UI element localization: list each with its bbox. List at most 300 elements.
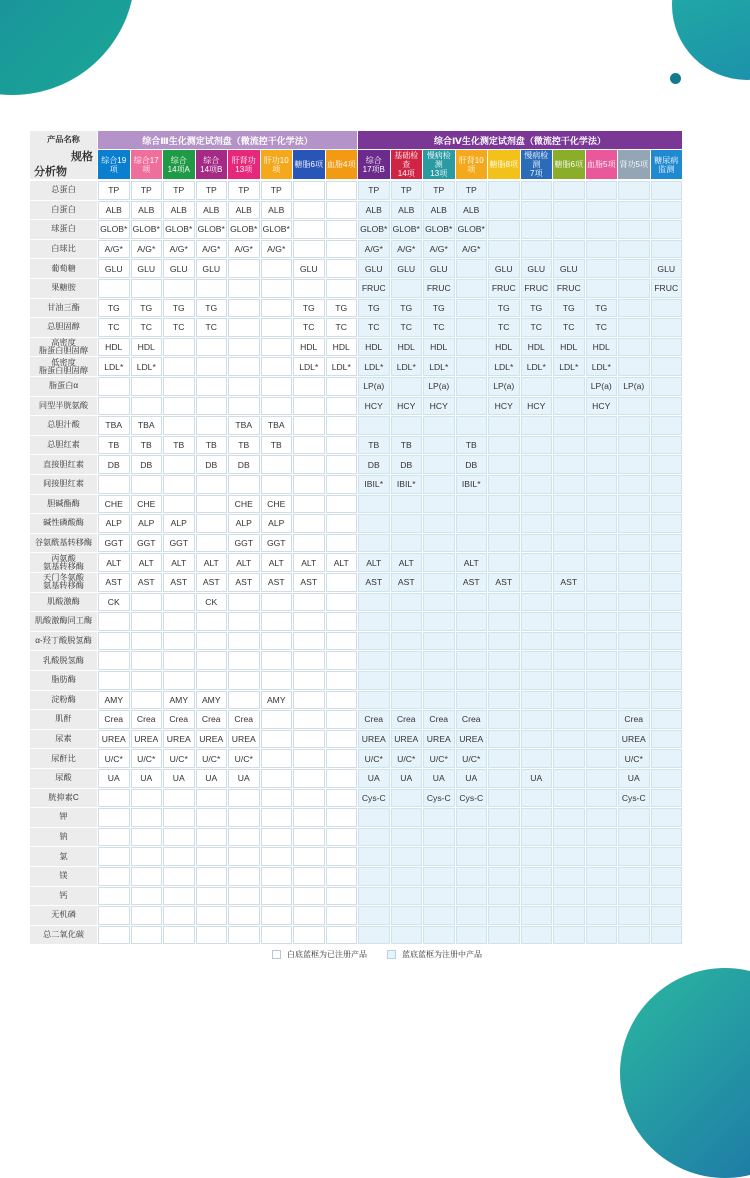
- product-header-line: 血脂5项: [587, 160, 616, 169]
- table-cell: A/G*: [261, 240, 293, 259]
- table-cell: [131, 906, 163, 925]
- table-cell: [326, 377, 358, 396]
- table-cell: AST: [98, 573, 130, 592]
- table-cell: IBIL*: [358, 475, 390, 494]
- table-cell: HDL: [521, 338, 553, 357]
- table-cell: ALT: [98, 553, 130, 572]
- table-cell: [488, 769, 520, 788]
- table-cell: [521, 730, 553, 749]
- product-header: [196, 150, 228, 179]
- table-cell: U/C*: [391, 749, 423, 768]
- product-header-line: 14项: [397, 169, 415, 178]
- table-cell: [98, 377, 130, 396]
- table-cell: [293, 534, 325, 553]
- product-header: [163, 150, 195, 179]
- product-header: [228, 150, 260, 179]
- table-cell: [521, 926, 553, 945]
- analyte-label-text: 总胆红素: [47, 440, 80, 450]
- analyte-label-text: 氯: [59, 851, 68, 861]
- product-header-line: 14项B: [200, 164, 223, 174]
- table-cell: UA: [98, 769, 130, 788]
- table-cell: GGT: [163, 534, 195, 553]
- table-cell: [228, 671, 260, 690]
- table-cell: [456, 279, 488, 298]
- table-cell: [261, 730, 293, 749]
- table-cell: GLOB*: [131, 220, 163, 239]
- analyte-label-text: 低密度: [51, 357, 76, 367]
- table-cell: [228, 691, 260, 710]
- table-cell: [391, 534, 423, 553]
- table-cell: Crea: [391, 710, 423, 729]
- table-cell: [586, 553, 618, 572]
- table-cell: [423, 906, 455, 925]
- table-cell: [586, 201, 618, 220]
- table-cell: [326, 887, 358, 906]
- table-cell: [651, 436, 683, 455]
- table-cell: [488, 416, 520, 435]
- analyte-label-text: 甘油三酯: [47, 302, 80, 312]
- table-cell: [553, 612, 585, 631]
- table-cell: Crea: [228, 710, 260, 729]
- table-cell: [293, 397, 325, 416]
- table-cell: [326, 455, 358, 474]
- table-cell: [521, 455, 553, 474]
- table-cell: GLU: [423, 259, 455, 278]
- table-cell: [228, 906, 260, 925]
- table-cell: [228, 259, 260, 278]
- table-cell: [326, 867, 358, 886]
- table-cell: ALB: [423, 201, 455, 220]
- table-cell: [488, 651, 520, 670]
- table-cell: [618, 495, 650, 514]
- analyte-label-text: 尿酐比: [51, 753, 76, 763]
- table-cell: [586, 240, 618, 259]
- table-cell: [553, 220, 585, 239]
- table-cell: Crea: [423, 710, 455, 729]
- legend-pending: [387, 949, 482, 960]
- table-cell: [651, 318, 683, 337]
- table-cell: [553, 632, 585, 651]
- table-cell: TG: [196, 299, 228, 318]
- table-cell: [586, 220, 618, 239]
- table-cell: [293, 377, 325, 396]
- table-cell: [488, 220, 520, 239]
- table-cell: GLOB*: [261, 220, 293, 239]
- table-cell: U/C*: [456, 749, 488, 768]
- table-cell: [261, 828, 293, 847]
- table-cell: [488, 730, 520, 749]
- table-cell: [651, 651, 683, 670]
- table-cell: [228, 867, 260, 886]
- table-cell: [586, 612, 618, 631]
- table-cell: GLU: [163, 259, 195, 278]
- table-cell: [618, 455, 650, 474]
- analyte-label: [30, 553, 97, 572]
- table-cell: AST: [391, 573, 423, 592]
- table-cell: [326, 416, 358, 435]
- table-cell: HDL: [553, 338, 585, 357]
- table-cell: [521, 710, 553, 729]
- table-cell: TP: [196, 181, 228, 200]
- table-cell: [293, 632, 325, 651]
- dot-decoration: [670, 73, 681, 84]
- table-cell: [553, 240, 585, 259]
- table-cell: [261, 455, 293, 474]
- table-cell: LDL*: [423, 357, 455, 376]
- table-cell: [586, 710, 618, 729]
- table-cell: [586, 749, 618, 768]
- table-cell: [163, 612, 195, 631]
- table-cell: [326, 279, 358, 298]
- table-cell: UA: [521, 769, 553, 788]
- table-cell: AST: [488, 573, 520, 592]
- table-cell: AST: [293, 573, 325, 592]
- table-cell: GLOB*: [456, 220, 488, 239]
- table-cell: [326, 612, 358, 631]
- table-cell: [293, 181, 325, 200]
- table-cell: TG: [521, 299, 553, 318]
- table-cell: [293, 867, 325, 886]
- table-cell: [586, 730, 618, 749]
- table-cell: [131, 397, 163, 416]
- table-cell: [391, 279, 423, 298]
- table-cell: A/G*: [423, 240, 455, 259]
- table-cell: UA: [618, 769, 650, 788]
- table-cell: [261, 749, 293, 768]
- table-cell: [391, 514, 423, 533]
- table-cell: [228, 318, 260, 337]
- analyte-label-text: α-羟丁酸脱氢酶: [35, 636, 92, 646]
- table-cell: [261, 906, 293, 925]
- table-cell: [651, 671, 683, 690]
- table-cell: [488, 495, 520, 514]
- analyte-label: [30, 906, 97, 925]
- analyte-label: [30, 299, 97, 318]
- product-header-line: 13项: [430, 169, 448, 178]
- analyte-label: [30, 495, 97, 514]
- table-cell: [163, 593, 195, 612]
- table-cell: HCY: [586, 397, 618, 416]
- table-cell: DB: [456, 455, 488, 474]
- table-cell: [651, 299, 683, 318]
- table-cell: [651, 573, 683, 592]
- table-cell: [358, 887, 390, 906]
- table-cell: [196, 847, 228, 866]
- table-cell: TP: [228, 181, 260, 200]
- analyte-label-text: 脂蛋白α: [48, 381, 79, 391]
- table-cell: [228, 847, 260, 866]
- table-cell: [358, 691, 390, 710]
- table-cell: ALT: [163, 553, 195, 572]
- table-cell: HDL: [586, 338, 618, 357]
- table-cell: [586, 769, 618, 788]
- table-cell: [586, 573, 618, 592]
- table-cell: Crea: [358, 710, 390, 729]
- table-cell: [293, 651, 325, 670]
- table-cell: [293, 749, 325, 768]
- analyte-label: [30, 240, 97, 259]
- table-cell: [586, 416, 618, 435]
- table-cell: [228, 887, 260, 906]
- table-cell: [293, 279, 325, 298]
- table-cell: [651, 710, 683, 729]
- table-cell: A/G*: [196, 240, 228, 259]
- table-cell: [553, 867, 585, 886]
- table-cell: [456, 847, 488, 866]
- table-cell: IBIL*: [391, 475, 423, 494]
- table-cell: [293, 710, 325, 729]
- table-cell: [358, 495, 390, 514]
- table-cell: TC: [326, 318, 358, 337]
- table-cell: [553, 416, 585, 435]
- table-cell: [553, 828, 585, 847]
- table-cell: GLU: [391, 259, 423, 278]
- table-cell: [196, 867, 228, 886]
- product-header-line: 肾功5项: [619, 160, 648, 169]
- product-header-line: 综合19项: [101, 155, 127, 174]
- table-cell: TB: [131, 436, 163, 455]
- table-cell: [391, 651, 423, 670]
- table-cell: [521, 514, 553, 533]
- table-cell: [261, 612, 293, 631]
- table-cell: [293, 475, 325, 494]
- table-cell: [293, 847, 325, 866]
- table-cell: [456, 259, 488, 278]
- table-cell: [651, 553, 683, 572]
- table-cell: [521, 553, 553, 572]
- table-cell: [163, 397, 195, 416]
- table-cell: U/C*: [228, 749, 260, 768]
- table-cell: [261, 377, 293, 396]
- table-cell: [261, 593, 293, 612]
- table-cell: U/C*: [131, 749, 163, 768]
- table-cell: [553, 808, 585, 827]
- analyte-label-text: 无机磷: [51, 910, 76, 920]
- table-cell: [423, 808, 455, 827]
- table-cell: [423, 436, 455, 455]
- table-cell: [521, 651, 553, 670]
- product-header: [423, 150, 455, 179]
- analyte-label-text: 间接胆红素: [43, 479, 84, 489]
- table-cell: UREA: [196, 730, 228, 749]
- table-cell: [618, 299, 650, 318]
- table-cell: [488, 436, 520, 455]
- table-cell: ALB: [261, 201, 293, 220]
- table-cell: [131, 691, 163, 710]
- analyte-label: [30, 436, 97, 455]
- table-cell: TC: [521, 318, 553, 337]
- table-cell: TC: [358, 318, 390, 337]
- table-cell: [228, 789, 260, 808]
- table-cell: TB: [456, 436, 488, 455]
- table-cell: [326, 671, 358, 690]
- table-cell: [196, 475, 228, 494]
- analyte-label: [30, 926, 97, 945]
- table-cell: UA: [456, 769, 488, 788]
- table-cell: [423, 632, 455, 651]
- table-cell: [651, 749, 683, 768]
- table-cell: [488, 926, 520, 945]
- table-cell: [293, 240, 325, 259]
- analyte-label: [30, 828, 97, 847]
- table-cell: [553, 534, 585, 553]
- table-cell: [228, 338, 260, 357]
- table-cell: TC: [293, 318, 325, 337]
- table-cell: AMY: [163, 691, 195, 710]
- table-cell: [391, 887, 423, 906]
- table-cell: [553, 769, 585, 788]
- table-cell: [553, 455, 585, 474]
- analyte-label-text: 碱性磷酸酶: [43, 518, 84, 528]
- table-cell: [488, 593, 520, 612]
- table-cell: [98, 808, 130, 827]
- table-cell: [293, 593, 325, 612]
- analyte-label-text: 同型半胱氨酸: [38, 400, 89, 410]
- analyte-label-text: 淀粉酶: [51, 694, 76, 704]
- table-cell: UREA: [358, 730, 390, 749]
- table-cell: [618, 416, 650, 435]
- table-cell: [391, 808, 423, 827]
- table-cell: [196, 808, 228, 827]
- table-cell: [196, 534, 228, 553]
- table-cell: Crea: [196, 710, 228, 729]
- table-cell: GLOB*: [98, 220, 130, 239]
- table-cell: LP(a): [618, 377, 650, 396]
- table-cell: FRUC: [553, 279, 585, 298]
- table-cell: [651, 593, 683, 612]
- table-cell: [196, 671, 228, 690]
- product-header-line: 糖脂6项: [554, 160, 583, 169]
- table-cell: [196, 397, 228, 416]
- table-cell: TP: [131, 181, 163, 200]
- table-cell: [586, 534, 618, 553]
- table-cell: [456, 416, 488, 435]
- table-cell: [228, 475, 260, 494]
- table-cell: [163, 651, 195, 670]
- table-cell: [651, 377, 683, 396]
- table-cell: A/G*: [358, 240, 390, 259]
- analyte-label-text: 白球比: [51, 244, 76, 254]
- table-cell: [456, 357, 488, 376]
- table-cell: HCY: [358, 397, 390, 416]
- table-cell: [423, 495, 455, 514]
- table-cell: [521, 240, 553, 259]
- table-cell: HCY: [488, 397, 520, 416]
- product-header-line: 血脂4项: [327, 160, 356, 169]
- table-cell: [326, 436, 358, 455]
- table-cell: [618, 828, 650, 847]
- table-cell: A/G*: [456, 240, 488, 259]
- table-cell: UREA: [618, 730, 650, 749]
- product-header: [488, 150, 520, 179]
- table-cell: [586, 475, 618, 494]
- table-cell: [651, 514, 683, 533]
- table-cell: LDL*: [131, 357, 163, 376]
- table-cell: [326, 828, 358, 847]
- table-cell: [651, 867, 683, 886]
- table-cell: [98, 887, 130, 906]
- table-cell: [521, 475, 553, 494]
- table-cell: [228, 397, 260, 416]
- table-cell: [553, 377, 585, 396]
- table-cell: [228, 377, 260, 396]
- table-cell: [131, 926, 163, 945]
- table-cell: CHE: [228, 495, 260, 514]
- analyte-label: [30, 397, 97, 416]
- table-cell: [131, 651, 163, 670]
- table-cell: [261, 299, 293, 318]
- analyte-label: [30, 455, 97, 474]
- analyte-label: [30, 357, 97, 376]
- table-cell: [586, 651, 618, 670]
- table-cell: UREA: [391, 730, 423, 749]
- table-cell: [521, 593, 553, 612]
- table-cell: [618, 259, 650, 278]
- table-cell: [326, 749, 358, 768]
- product-header-line: 糖脂6项: [294, 160, 323, 169]
- analyte-label-text: 天门冬氨酸: [43, 573, 84, 583]
- analyte-label-text: 脂蛋白胆固醇: [38, 365, 89, 375]
- table-cell: GLOB*: [196, 220, 228, 239]
- table-cell: [651, 847, 683, 866]
- table-cell: [488, 632, 520, 651]
- table-cell: [423, 514, 455, 533]
- table-cell: [196, 357, 228, 376]
- table-cell: [618, 593, 650, 612]
- analyte-label: [30, 593, 97, 612]
- analyte-label: [30, 318, 97, 337]
- table-cell: [586, 181, 618, 200]
- table-cell: [293, 416, 325, 435]
- table-cell: [456, 377, 488, 396]
- table-cell: [293, 514, 325, 533]
- table-cell: [651, 397, 683, 416]
- table-cell: HCY: [423, 397, 455, 416]
- table-cell: Cys-C: [618, 789, 650, 808]
- table-cell: [521, 416, 553, 435]
- table-cell: TP: [423, 181, 455, 200]
- table-cell: [358, 593, 390, 612]
- product-header-line: 13项: [235, 164, 253, 174]
- table-cell: [618, 475, 650, 494]
- table-cell: [553, 671, 585, 690]
- table-cell: [521, 789, 553, 808]
- table-cell: [423, 847, 455, 866]
- table-cell: [586, 593, 618, 612]
- analyte-label: [30, 514, 97, 533]
- table-cell: TP: [261, 181, 293, 200]
- analyte-label-text: 乳酸脱氢酶: [43, 655, 84, 665]
- table-cell: [196, 789, 228, 808]
- table-cell: TBA: [98, 416, 130, 435]
- product-header: [293, 150, 325, 179]
- product-header: [326, 150, 358, 179]
- table-cell: [196, 651, 228, 670]
- product-header: [358, 150, 390, 179]
- table-cell: [456, 691, 488, 710]
- table-cell: [521, 671, 553, 690]
- product-header-line: 基础检查: [394, 151, 419, 169]
- table-cell: GLOB*: [228, 220, 260, 239]
- table-cell: [131, 279, 163, 298]
- analyte-label: [30, 475, 97, 494]
- table-cell: [326, 632, 358, 651]
- table-cell: A/G*: [98, 240, 130, 259]
- table-cell: [456, 299, 488, 318]
- table-cell: [326, 906, 358, 925]
- table-cell: TBA: [131, 416, 163, 435]
- table-cell: [163, 906, 195, 925]
